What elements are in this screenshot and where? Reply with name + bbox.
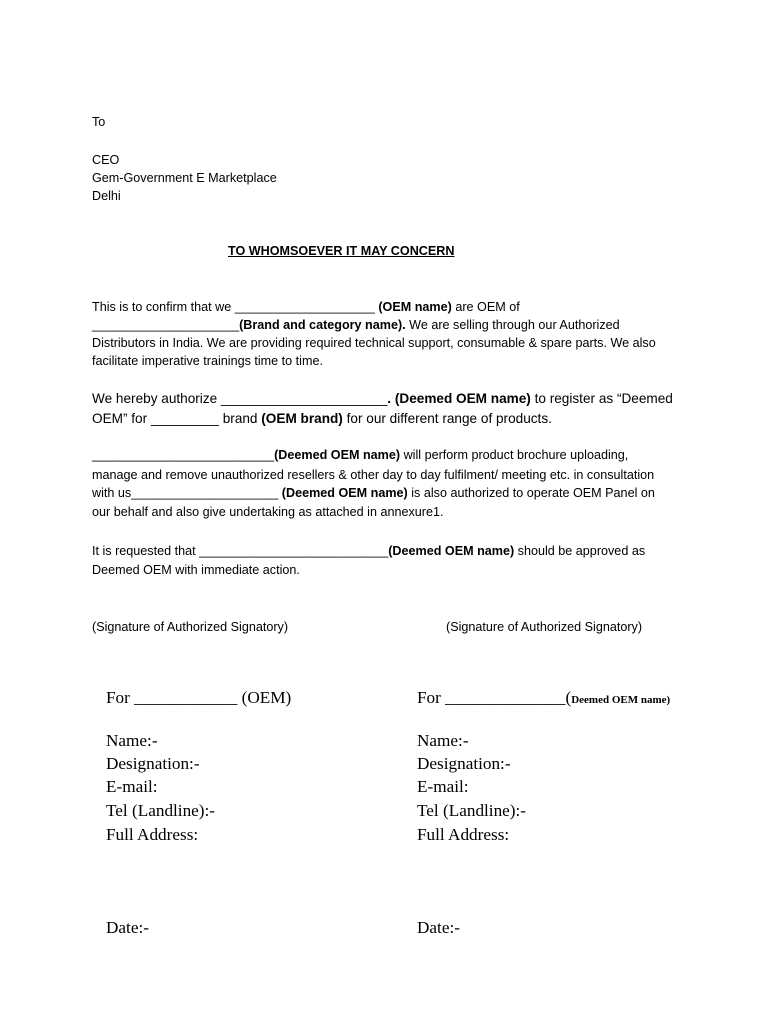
para1-line1: This is to confirm that we ____________________ (OEM name) are OEM of: [92, 300, 520, 314]
para2-line2: OEM” for _________ brand (OEM brand) for our different range of products.: [92, 411, 552, 426]
right-tel-label: Tel (Landline):-: [417, 801, 527, 820]
para4-line1: It is requested that ___________________________(Deemed OEM name) should be approved as: [92, 544, 646, 558]
para3-line2: manage and remove unauthorized resellers & other day to day fulfilment/ meeting etc. in consultation: [92, 468, 655, 482]
left-designation-label: Designation:-: [106, 754, 200, 773]
right-designation-label: Designation:-: [417, 754, 511, 773]
left-name-label: Name:-: [106, 731, 158, 750]
left-tel-label: Tel (Landline):-: [106, 801, 216, 820]
right-email-label: E-mail:: [417, 777, 469, 796]
signature-caption-left: (Signature of Authorized Signatory): [92, 620, 289, 634]
para3-line1: __________________________(Deemed OEM name) will perform product brochure uploading,: [92, 448, 629, 462]
para4-line2: Deemed OEM with immediate action.: [92, 563, 300, 577]
address-city: Delhi: [92, 189, 121, 203]
para3-line3: with us_____________________ (Deemed OEM name) is also authorized to operate OEM Panel on: [92, 486, 655, 500]
address-to: To: [92, 115, 106, 129]
address-org: Gem-Government E Marketplace: [92, 171, 277, 185]
right-address-label: Full Address:: [417, 825, 510, 844]
right-name-label: Name:-: [417, 731, 469, 750]
para2-line1: We hereby authorize ______________________. (Deemed OEM name) to register as “Deemed: [92, 391, 673, 406]
address-recipient: CEO: [92, 153, 120, 167]
right-for-line: For ______________(Deemed OEM name): [417, 688, 671, 707]
para1-line2: _____________________(Brand and category name). We are selling through our Authorized: [92, 318, 620, 332]
left-for-line: For ____________ (OEM): [106, 688, 292, 707]
left-address-label: Full Address:: [106, 825, 199, 844]
page-title: TO WHOMSOEVER IT MAY CONCERN: [228, 244, 455, 258]
para1-line4: facilitate imperative trainings time to time.: [92, 354, 323, 368]
left-date-label: Date:-: [106, 918, 149, 937]
right-date-label: Date:-: [417, 918, 460, 937]
para3-line4: our behalf and also give undertaking as attached in annexure1.: [92, 505, 444, 519]
para1-line3: Distributors in India. We are providing required technical support, consumable & spare parts. We also: [92, 336, 656, 350]
signature-caption-right: (Signature of Authorized Signatory): [446, 620, 643, 634]
left-email-label: E-mail:: [106, 777, 158, 796]
